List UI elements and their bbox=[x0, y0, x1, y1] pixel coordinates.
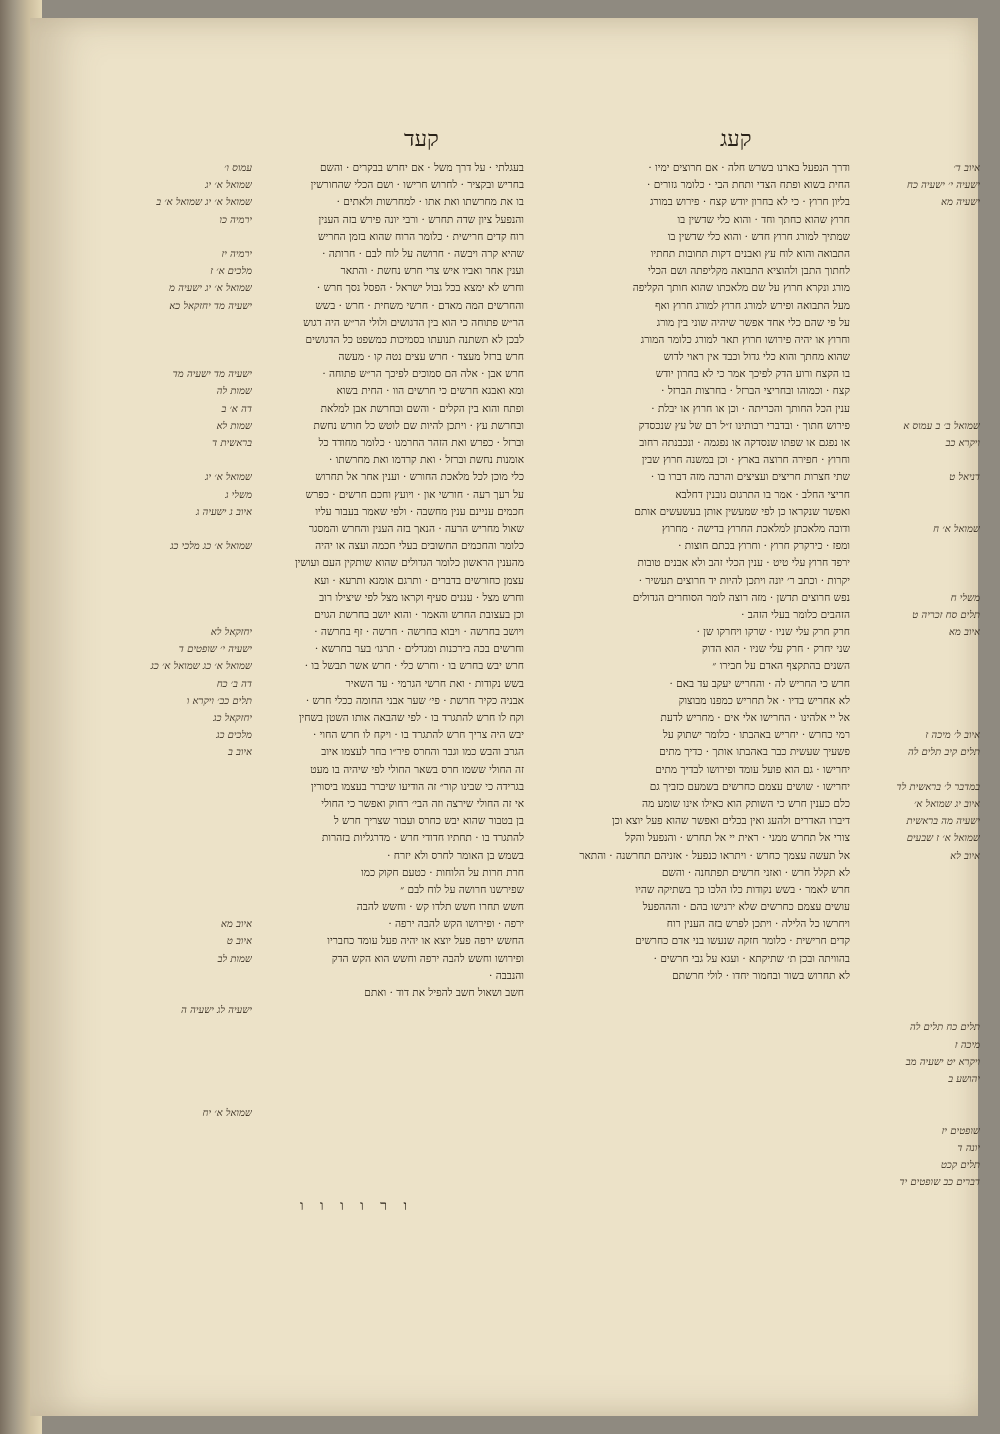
text-line: בו הקצח ורוע הדק לפיכך אמר כי לא בחרון יודש bbox=[655, 368, 850, 381]
margin-reference: ירמיה יז bbox=[221, 248, 252, 260]
margin-reference bbox=[150, 452, 252, 469]
margin-reference bbox=[858, 280, 980, 297]
margin-reference bbox=[858, 538, 980, 555]
margin-reference: איוב יג שמואל א׳ bbox=[913, 798, 980, 810]
margin-reference bbox=[858, 641, 980, 658]
text-line: לא תקלל חרש · ואזני חרשים תפתחנה · והשם bbox=[661, 866, 850, 879]
text-line: קדים חרישית · כלומר חזקה שנעשו בני אדם כחרשים bbox=[635, 935, 850, 948]
margin-reference: ישעיה מד ישעיה מד bbox=[172, 369, 252, 381]
margin-reference bbox=[150, 1054, 252, 1071]
printer-signature: ו ר ו ו ו ו bbox=[300, 1198, 414, 1214]
margin-reference bbox=[858, 676, 980, 693]
margin-reference: איוב ג ישעיה ג bbox=[196, 506, 252, 518]
margin-reference bbox=[150, 1019, 252, 1036]
text-line: בשש נקודות · ואת חרשי הגרמי · עד השאיר bbox=[345, 677, 524, 690]
text-line: יקרות · וכתב ר׳ יונה ויתכן להיות יד חרוצים תעשיר · bbox=[638, 574, 850, 587]
margin-reference bbox=[858, 487, 980, 504]
margin-reference: תלים כח תלים לה bbox=[909, 1022, 980, 1034]
text-line: והנפעל ציון שדה תחרש · ורבי יונה פירש בזה הענין bbox=[318, 213, 524, 226]
margin-reference bbox=[150, 1088, 252, 1105]
margin-reference: מלכים כג bbox=[216, 730, 252, 742]
text-line: יחרישו · גם הוא פועל עומד ופירושו לבדיך מתים bbox=[655, 763, 850, 776]
margin-reference: איוב ב bbox=[228, 747, 252, 759]
text-line: כלם כענין חרש כי השותק הוא כאילו אינו שומע מה bbox=[642, 797, 850, 810]
margin-reference: ישעיה מה בראשית bbox=[906, 816, 980, 828]
margin-reference: שמות לב bbox=[217, 953, 252, 965]
margin-reference: במדבר ל׳ בראשית לד bbox=[896, 781, 980, 793]
text-line: שמתיך למורג חרוץ חדש · והוא כלי שדשין בו bbox=[667, 230, 850, 243]
text-line: ודרך הנפעל בארנו בשרש חלה · אם חרוצים ימיו · bbox=[648, 162, 850, 174]
margin-reference: יהושע ב bbox=[948, 1073, 980, 1085]
margin-reference bbox=[150, 848, 252, 865]
margin-reference: שמואל א׳ יג ישעיה מ bbox=[169, 283, 252, 295]
margin-reference bbox=[858, 951, 980, 968]
margin-reference bbox=[858, 710, 980, 727]
margin-reference: איוב לא bbox=[950, 850, 980, 862]
text-line: ויחרשו כל הלילה · ויתכן לפרש בזה הענין רוח bbox=[666, 918, 850, 931]
text-line: וחרש מצל · עננים סעיף וקראו מצל לפי שיצילו רוב bbox=[319, 591, 524, 604]
margin-reference: שמואל א׳ יח bbox=[202, 1108, 252, 1120]
margin-reference: שמואל א׳ כג שמואל א׳ כג bbox=[150, 661, 252, 673]
margin-reference bbox=[858, 985, 980, 1002]
margin-reference bbox=[858, 882, 980, 899]
margin-reference: ישעיה מא bbox=[941, 197, 980, 209]
margin-reference bbox=[858, 555, 980, 572]
text-line: הר״ש פתוחה כי הוא בין הדגושים ולולי הר״ש היה דגוש bbox=[303, 316, 524, 329]
text-line: על רעך רעה · חורשי און · ויועץ וחכם חרשים · כפרש bbox=[305, 488, 524, 501]
margin-reference bbox=[858, 1105, 980, 1122]
margin-reference bbox=[150, 830, 252, 847]
margin-reference: ירמיה כו bbox=[219, 214, 252, 226]
margin-reference bbox=[150, 555, 252, 572]
margin-reference: דברים כב שופטים יד bbox=[899, 1177, 980, 1189]
text-line: שהיא קרה ויבשה · חרושה על לוח לבם · חרותה · bbox=[322, 247, 524, 260]
margin-reference: ישעיה י׳ שופטים ד bbox=[178, 644, 252, 656]
text-line: חרש ברזל מעצד · חרש עצים נטה קו · מעשה bbox=[338, 351, 524, 364]
text-line: וחרוץ · חפירה חרוצה בארץ · וכן במשנה חרוץ שבין bbox=[641, 454, 850, 467]
margin-reference bbox=[150, 813, 252, 830]
margin-reference bbox=[150, 607, 252, 624]
margin-reference: שמואל א׳ יג bbox=[205, 472, 252, 484]
margin-reference: תלים סח זכריה ט bbox=[912, 609, 980, 621]
margin-reference bbox=[150, 349, 252, 366]
margin-reference: תלים קכט bbox=[940, 1159, 980, 1171]
text-line: בעגלתי · על דרך משל · אם יחרש בבקרים · והשם bbox=[319, 162, 524, 174]
margin-reference: בראשית ד bbox=[212, 438, 252, 449]
margin-reference: משלי ח bbox=[950, 592, 980, 604]
left-page-number: קעד bbox=[404, 127, 439, 152]
margin-reference: שמות לה bbox=[216, 386, 252, 398]
text-line: יחרישו · שושים עצמם כחרשים בשמעם כזביך גם bbox=[649, 780, 850, 793]
margin-reference: עמוס ו׳ bbox=[224, 163, 252, 174]
text-line: בהוויתה ובכן ת׳ שתיקתא · ועגא על גבי חרשים · bbox=[653, 952, 850, 965]
margin-references-right bbox=[858, 160, 980, 1200]
margin-reference: שמואל ב׳ ב עמוס א bbox=[903, 420, 980, 432]
text-line: פירוש חתוך · ובדברי רבותינו ז״ל רם של עץ שנכסדק bbox=[638, 419, 850, 432]
margin-reference bbox=[858, 401, 980, 418]
text-line: אל יי אלהינו · החרישו אלי אים · מחריש לדעת bbox=[660, 712, 850, 724]
text-line: חרוץ שהוא כחתך וחד · והוא כלי שדשין בו bbox=[677, 213, 850, 226]
margin-reference bbox=[858, 246, 980, 263]
margin-reference bbox=[150, 968, 252, 985]
margin-reference: איוב ד׳ bbox=[953, 163, 980, 174]
margin-reference bbox=[858, 366, 980, 383]
text-line: חרש לאמר · בשש נקודות כלו הלכו כך בשתיקה שהיו bbox=[635, 883, 850, 896]
margin-reference bbox=[858, 933, 980, 950]
margin-reference bbox=[150, 796, 252, 813]
margin-reference bbox=[858, 899, 980, 916]
margin-reference: שמואל א׳ ח bbox=[933, 523, 980, 535]
margin-reference: ויקרא יט ישעיה מב bbox=[905, 1056, 980, 1068]
text-line: חרש כי החריש לה · והחריש יעקב עד באם · bbox=[669, 677, 850, 690]
margin-reference: איוב ט bbox=[226, 936, 252, 948]
margin-reference: יחזקאל לא bbox=[210, 627, 252, 639]
text-line: לבכן לא תשתנה תנועתו בסמיכות כמשפט כל הדגושים bbox=[305, 333, 524, 346]
margin-reference: דה ב׳ כח bbox=[216, 678, 252, 690]
text-line: עושים עצמם כחרשים שלא ירגישו בהם · והההפעל bbox=[642, 901, 850, 914]
margin-reference bbox=[150, 590, 252, 607]
text-line: עצמן כחורשים בדברים · ותרגם אומנא ותרעא · ועא bbox=[314, 574, 524, 587]
text-line: שפירשנו חרושה על לוח לבם ״ bbox=[400, 883, 524, 896]
text-line: צורי אל תחרש ממני · ראית יי אל תחרש · והנפעל והקל bbox=[625, 832, 850, 845]
margin-reference bbox=[858, 504, 980, 521]
margin-reference bbox=[858, 452, 980, 469]
margin-reference: ישעיה לג ישעיה ה bbox=[180, 1005, 252, 1017]
margin-reference bbox=[150, 521, 252, 538]
text-line: חכמים עניינם ענין מחשבה · ולפי שאמר בעבור עליו bbox=[315, 505, 524, 518]
margin-reference bbox=[858, 315, 980, 332]
margin-reference: שמואל א׳ יג bbox=[205, 180, 252, 192]
text-line: ופתח והוא בין הקלים · והשם ובחרשת אבן למלאת bbox=[320, 402, 524, 415]
text-line: חריצי החלב · אמר בו התרגום גובנין דחלבא bbox=[675, 488, 850, 501]
text-line: חרת חרות על הלוחות · כטעם חקוק כמו bbox=[361, 866, 524, 879]
margin-reference: יחזקאל כג bbox=[213, 713, 252, 724]
text-line: כלי מוכן לכל מלאכת החורש · וענין אחר אל תחרוש bbox=[315, 471, 524, 484]
text-line: אי זה החולי שירצה וזה הבי׳ רחוק ואפשר כי החולי bbox=[321, 797, 524, 810]
margin-reference bbox=[150, 315, 252, 332]
margin-reference bbox=[858, 229, 980, 246]
margin-reference bbox=[150, 899, 252, 916]
margin-reference: מיכה ז bbox=[954, 1039, 980, 1051]
text-line: וחרש לא ימצא בכל גבול ישראל · הפסל נסך חרש · bbox=[316, 282, 524, 295]
margin-reference bbox=[150, 573, 252, 590]
text-line: לחתוך התבן ולהוציא התבואה מקליפתה ושם הכלי bbox=[648, 265, 850, 278]
text-line: ירפה · ופירושו הקש להבה ירפה · bbox=[388, 918, 524, 931]
text-line: ירפד חרוץ עלי טיט · ענין הכלי זהב ולא אבנים טובות bbox=[637, 557, 850, 570]
text-line: פשעיך שעשית כבר באהבתו אותך · כדיך מתים bbox=[659, 746, 850, 759]
text-line: חשש תחרו חשש תלדו קש · וחשש להבה bbox=[356, 901, 524, 914]
margin-reference bbox=[150, 332, 252, 349]
margin-reference bbox=[858, 762, 980, 779]
text-line: שתי חצרות חריצים ועציצים והרבה מזה דברו בו · bbox=[650, 471, 850, 484]
text-line: החשש ירפה פעל יוצא או יהיה פעל עומד כחבריו bbox=[327, 935, 524, 948]
text-line: חרק חרק עלי שניו · שרקו ויחרקו שן · bbox=[696, 626, 850, 639]
text-line: אומנות נחשת וברזל · ואת קרדמו ואת מחרשתו · bbox=[329, 454, 524, 467]
margin-reference: ויקרא כב bbox=[945, 438, 980, 449]
margin-reference: שמואל א׳ ז שבעים bbox=[906, 833, 980, 845]
text-line: ומפז · כירקרק חרוץ · וחרוץ בכתם חוצות · bbox=[678, 540, 850, 553]
margin-reference bbox=[858, 332, 980, 349]
margin-reference bbox=[858, 658, 980, 675]
text-line: חרש אבן · אלה הם סמוכים לפיכך הר״ש פתוחה · bbox=[322, 368, 524, 381]
text-line: וחרשים בכה בירכנות ומגדלים · תרגו׳ בער בחרשא · bbox=[314, 643, 524, 656]
margin-reference bbox=[858, 1002, 980, 1019]
margin-reference: שופטים יז bbox=[941, 1125, 980, 1137]
text-line: זה החולי ששמו חרס בשאר החולי לפי שיהיה בו מעט bbox=[310, 763, 524, 776]
margin-reference: דה א׳ ב bbox=[221, 403, 252, 415]
margin-reference: מלכים א׳ ז bbox=[210, 266, 252, 278]
text-line: הגרב והבש כמו וגבר והחרס פיר״ו בחר לעצמו איוב bbox=[321, 746, 524, 759]
text-line: ויושב בחרשה · ויבוא בחרשה · חרשה · זף בחרשה · bbox=[314, 626, 524, 639]
text-line: ענין הכל החותך והכריתה · וכן או חרוץ או יבלת · bbox=[651, 402, 850, 415]
text-line: וכן בעצובת החרש והאמר · והוא יושב בחרשת הגוים bbox=[314, 608, 524, 621]
text-line: חרש יבש בחרש בו · וחרש כלי · חרש אשר תבשל בו · bbox=[304, 660, 524, 673]
margin-reference bbox=[858, 298, 980, 315]
margin-reference: ישעיה י׳ ישעיה כח bbox=[907, 180, 980, 192]
margin-reference bbox=[150, 779, 252, 796]
text-column-right bbox=[530, 160, 850, 1200]
margin-reference: משלי ג bbox=[225, 489, 252, 501]
margin-reference bbox=[150, 229, 252, 246]
margin-reference bbox=[858, 573, 980, 590]
text-line: בגרידה כי שבינו קור״ זה הודיעו שיברר בעצמו ביסורין bbox=[310, 780, 524, 793]
margin-reference bbox=[858, 212, 980, 229]
margin-reference bbox=[150, 882, 252, 899]
margin-reference bbox=[150, 1037, 252, 1054]
text-line: והנבבה · bbox=[489, 969, 524, 982]
margin-reference: תלים קיב תלים לה bbox=[907, 747, 980, 759]
text-line: להתגרד בו · תחתיו חדודי חרש · מדרגליות בזהרות bbox=[321, 832, 524, 845]
text-line: החית בשוא ופתח הצדי ותחת הבי · כלומר גזורים · bbox=[647, 179, 850, 192]
margin-reference bbox=[150, 762, 252, 779]
text-line: שני יחרק · חרק עלי שניו · הוא הדוק bbox=[701, 643, 850, 656]
text-line: וחרוץ או יהיה פירושו חרוץ תאר למורג כלומר המורג bbox=[640, 333, 850, 346]
text-line: וענין אחר ואביו איש צרי חרש נחשת · והתאר bbox=[340, 265, 524, 278]
right-border bbox=[990, 0, 1000, 1434]
text-line: יבש היה צריך חרש להתגרד בו · ויקח לו חרש החוי · bbox=[313, 729, 524, 742]
margin-reference: תלים כב׳ ויקרא ו bbox=[186, 695, 252, 707]
text-column-left bbox=[256, 160, 524, 1200]
margin-reference: שמואל א׳ יג שמואל א׳ ב bbox=[156, 197, 252, 209]
margin-reference bbox=[858, 349, 980, 366]
margin-reference bbox=[858, 1088, 980, 1105]
text-line: כלומר והחכמים החשובים בעלי חכמה ועצה או יהיה bbox=[315, 540, 524, 553]
margin-references-left bbox=[150, 160, 252, 1200]
text-line: לא אחריש בדיו · אל תחריש כמפנו מבוצוק bbox=[678, 694, 850, 707]
text-line: מורג ונקרא חרוץ על שם מלאכתו שהוא חותך הקליפה bbox=[632, 282, 850, 295]
margin-reference: איוב מא bbox=[220, 919, 252, 931]
text-line: בו את מחרשתו ואת אתו · למחרשות ולאתים · bbox=[336, 196, 524, 209]
text-line: התבואה והוא לוח עץ ואבנים דקות תחובות תחתיו bbox=[650, 247, 850, 260]
text-line: השנים בהתקצף האדם על חבירו ״ bbox=[712, 660, 850, 673]
text-line: לא תחרוש בשור ובחמור יחדו · לולי חרשתם bbox=[672, 969, 850, 982]
text-line: וקח לו חרש להתגרד בו · לפי שהבאה אותו השטן בשחין bbox=[298, 712, 524, 724]
margin-reference: יונה ד bbox=[957, 1142, 980, 1154]
text-line: על פי שהם כלי אחד אפשר שיהיה שוני בין מורג bbox=[656, 316, 850, 329]
text-line: בליון חרוץ · כי לא בחרון יודש קצח · פירוש במורג bbox=[650, 196, 850, 209]
text-line: בשמש בן האומר לחרס ולא יזרח · bbox=[387, 849, 524, 862]
margin-reference bbox=[858, 865, 980, 882]
text-line: חשב ושאול חשב להפיל את דוד · ואתם bbox=[364, 987, 524, 999]
margin-reference bbox=[150, 1071, 252, 1088]
margin-reference bbox=[858, 968, 980, 985]
text-line: רמי כחרש · יחריש באהבתו · כלומר ישתוק על bbox=[662, 729, 850, 742]
text-line: רוח קדים חרישית · כלומר הרוח שהוא בזמן החריש bbox=[318, 230, 524, 243]
text-line: שהוא מחתך והוא כלי גדול וכבד אין ראוי לדוש bbox=[663, 351, 850, 364]
text-line: וברזל · כפרש ואת הזהר החרמנו · כלומר מחודד כל bbox=[318, 437, 524, 449]
text-line: דיברו האדרים ולהעג ואין בכלים ואפשר שהוא פעל יוצא וכן bbox=[611, 815, 850, 828]
margin-reference: שמות לא bbox=[216, 420, 252, 432]
text-line: ובחרשת עץ · ויתכן להיות שם לוטש כל חורש נחשת bbox=[313, 419, 524, 432]
margin-reference bbox=[150, 985, 252, 1002]
text-line: ואפשר שנקראו כן לפי שמעשין אותן בעשעשים אותם bbox=[634, 505, 850, 518]
margin-reference: איוב מא bbox=[948, 627, 980, 639]
text-line: הזהבים כלומר בעלי הזהב · bbox=[741, 608, 850, 621]
margin-reference bbox=[858, 263, 980, 280]
margin-reference bbox=[858, 383, 980, 400]
text-line: ודובה מלאכתן למלאכת החרוץ בדישה · מחרוץ bbox=[661, 522, 850, 535]
right-page-number: קעג bbox=[720, 127, 752, 152]
text-line: והחרשים המה מאדם · חרשי משחית · חרש · בשש bbox=[315, 299, 524, 312]
text-line: אל תעשה עצמך כחרש · ויתראו כנפעל · אזניהם תחרשנה · והתאר bbox=[579, 849, 850, 862]
text-line: מעל התבואה ופירש למורג חרוץ למורג חרוץ ואף bbox=[655, 299, 850, 312]
text-line: אבניה כקיר חרשת · פי׳ שער אבני החומה ככלי חרש · bbox=[305, 694, 524, 707]
text-line: נפש חרוצים תדשן · מזה רוצה לומר הסוחרים הגדולים bbox=[632, 591, 850, 604]
margin-reference: דניאל ט bbox=[949, 472, 980, 484]
text-line: שאול מחריש הרעה · הנאך בזה הענין והחרש והמסגר bbox=[308, 522, 524, 535]
text-line: ופירושו וחשש להבה ירפה וחשש הוא הקש הדק bbox=[331, 952, 524, 965]
text-line: מהענין הראשון כלומר הגדולים שהוא שותקין העם ועושין bbox=[294, 557, 524, 570]
margin-reference: ישעיה מד יחזקאל כא bbox=[169, 300, 252, 312]
text-line: בחריש ובקציר · לחרוש חרישו · ושם הכלי שהחורשין bbox=[310, 179, 524, 192]
text-line: בן בטבור שהוא יבש כחרס ועבור שצריך חרש ל bbox=[333, 815, 524, 828]
text-line: או נפגם או שפתו שנסדקה או נפגמה · ונכבנתה רחוב bbox=[639, 437, 850, 449]
margin-reference: איוב ל׳ מיכה ז bbox=[925, 730, 980, 742]
text-line: קצח · וכמוהו ובחריצי הברזל · בחרצות הברזל · bbox=[661, 385, 850, 398]
margin-reference bbox=[858, 693, 980, 710]
margin-reference bbox=[150, 865, 252, 882]
margin-reference bbox=[858, 916, 980, 933]
margin-reference: שמואל א׳ כג מלכי כג bbox=[170, 541, 252, 553]
text-line: ומא ואבגא חרשים כי חרשים הוו · החית בשוא bbox=[336, 385, 524, 398]
